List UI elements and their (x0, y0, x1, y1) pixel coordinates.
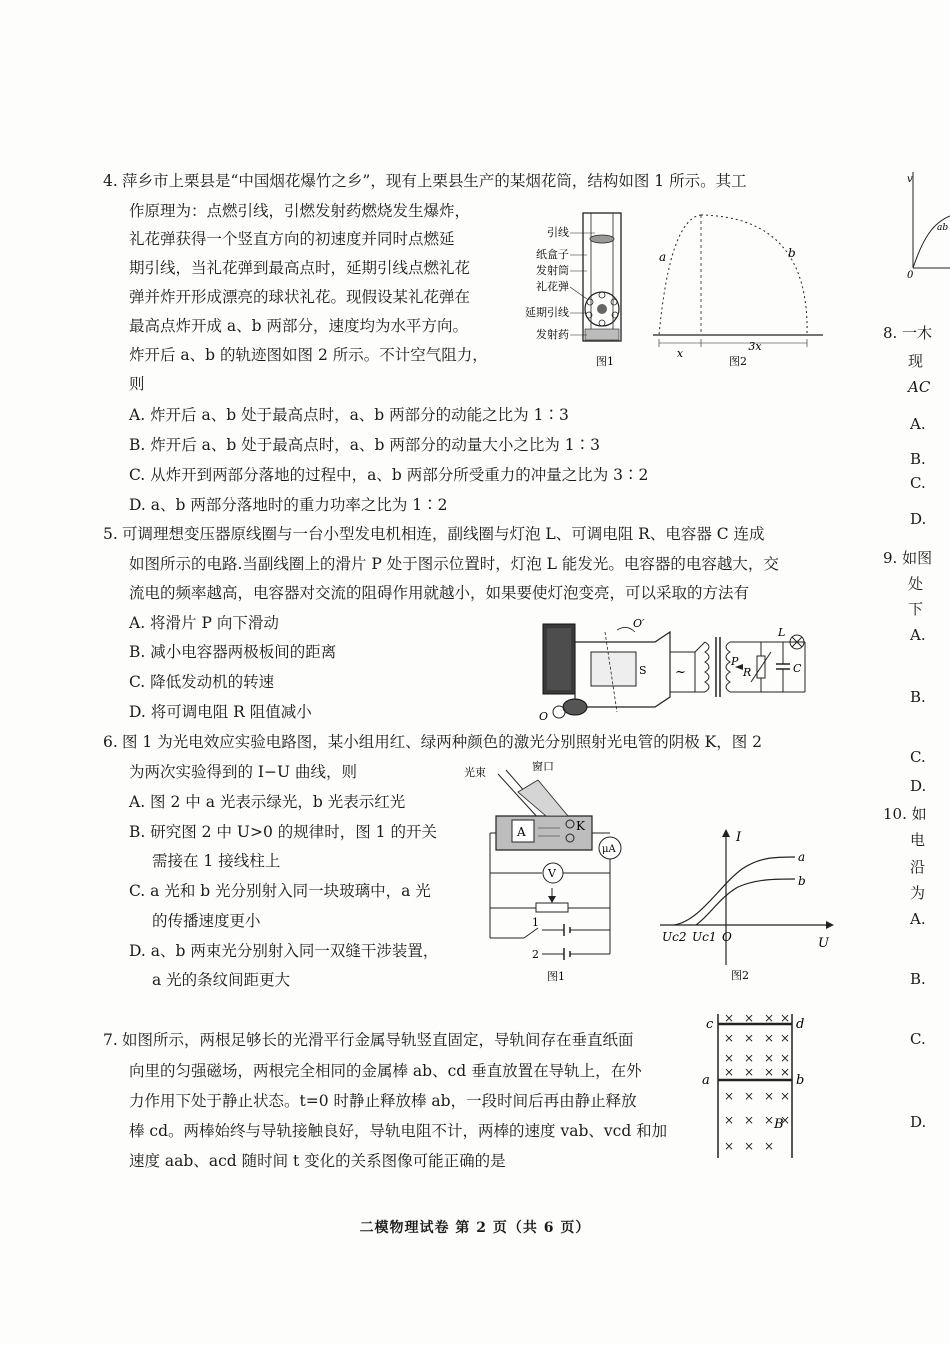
right-edge-q9-b: B. (910, 688, 926, 706)
q5-option-c: C. 降低发动机的转速 (129, 673, 275, 691)
q4-option-c: C. 从炸开到两部分落地的过程中，a、b 两部分所受重力的冲量之比为 3∶2 (129, 466, 649, 484)
right-edge-q9-c: C. (910, 748, 926, 766)
svg-text:ab: ab (937, 223, 949, 233)
q6-option-c-cont: 的传播速度更小 (152, 912, 261, 930)
q5-option-a: A. 将滑片 P 向下滑动 (129, 614, 279, 632)
q7-stem-line-4: 棒 cd。两棒始终与导轨接触良好，导轨电阻不计，两棒的速度 vab、vcd 和加 (129, 1122, 668, 1140)
svg-text:×: × (744, 1089, 755, 1103)
fig2-label-3x: 3x (748, 340, 762, 353)
q5-label-O1: O′ (633, 617, 645, 630)
q4-stem-line-5: 弹并炸开形成漂亮的球状礼花。现假设某礼花弹在 (129, 288, 471, 306)
q4-option-d: D. a、b 两部分落地时的重力功率之比为 1∶2 (129, 496, 448, 514)
q6-option-b-cont: 需接在 1 接线柱上 (152, 852, 281, 870)
right-edge-q10-line2: 电 (910, 831, 926, 849)
q4-stem-line-6: 最高点炸开成 a、b 两部分，速度均为水平方向。 (129, 317, 469, 335)
right-edge-q9-a: A. (910, 626, 926, 644)
svg-text:×: × (764, 1139, 775, 1153)
q4-option-b: B. 炸开后 a、b 处于最高点时，a、b 两部分的动量大小之比为 1∶3 (129, 436, 601, 454)
q5-label-tilde: ~ (675, 665, 686, 680)
q7-stem-line-5: 速度 aab、acd 随时间 t 变化的关系图像可能正确的是 (129, 1152, 506, 1170)
q6-option-d: D. a、b 两束光分别射入同一双缝干涉装置， (129, 942, 439, 960)
fig2-caption: 图2 (729, 355, 747, 368)
fig1-label-delay-fuse: 延期引线 (525, 306, 569, 319)
q5-stem-line-2: 如图所示的电路.当副线圈上的滑片 P 处于图示位置时，灯泡 L 能发光。电容器的电容越大，交 (129, 555, 779, 573)
svg-text:×: × (744, 1113, 755, 1127)
fig2-label-a: a (659, 250, 667, 264)
svg-text:×: × (724, 1011, 735, 1025)
q6-fig2-Uc2: Uc2 (662, 930, 687, 944)
fig1-label-tube: 发射筒 (536, 264, 569, 277)
q6-option-b: B. 研究图 2 中 U>0 的规律时，图 1 的开关 (129, 823, 437, 841)
q5-number: 5. (103, 525, 118, 543)
q7-label-B: B (774, 1117, 784, 1132)
q4-stem-line-3: 礼花弹获得一个竖直方向的初速度并同时点燃延 (129, 230, 455, 248)
q6-fig2-Uc1: Uc1 (692, 930, 717, 944)
right-edge-q9: 9. 如图 (883, 549, 933, 567)
svg-text:×: × (724, 1113, 735, 1127)
svg-text:×: × (724, 1089, 735, 1103)
q7-number: 7. (103, 1031, 118, 1049)
right-edge-q9-line3: 下 (908, 600, 924, 618)
q6-fig2-O: O (722, 930, 732, 944)
q6-fig1-two: 2 (532, 948, 539, 961)
q5-stem-line-1: 可调理想变压器原线圈与一台小型发电机相连，副线圈与灯泡 L、可调电阻 R、电容器 C 连成 (122, 525, 765, 543)
svg-text:×: × (780, 1011, 791, 1025)
svg-text:×: × (724, 1051, 735, 1065)
page-footer: 二模物理试卷 第 2 页（共 6 页） (359, 1220, 591, 1236)
fig2-label-x: x (676, 347, 684, 360)
q6-option-c: C. a 光和 b 光分别射入同一块玻璃中，a 光 (129, 882, 431, 900)
q5-label-L: L (778, 626, 786, 639)
q4-figure-2 (645, 205, 830, 370)
svg-text:×: × (780, 1089, 791, 1103)
svg-text:×: × (780, 1031, 791, 1045)
right-edge-q10-a: A. (910, 910, 926, 928)
right-edge-q9-line2: 处 (908, 575, 924, 593)
fig1-label-shell: 礼花弹 (536, 280, 569, 293)
q6-option-d-cont: a 光的条纹间距更大 (152, 971, 291, 989)
svg-text:×: × (764, 1011, 775, 1025)
q6-fig1-beam: 光束 (464, 766, 486, 779)
svg-text:×: × (780, 1065, 791, 1079)
svg-text:0: 0 (907, 270, 914, 278)
q6-fig1-K: K (576, 819, 585, 833)
q7-stem-line-1: 如图所示，两根足够长的光滑平行金属导轨竖直固定，导轨间存在垂直纸面 (122, 1031, 634, 1049)
q6-stem-line-2: 为两次实验得到的 I−U 曲线，则 (129, 763, 358, 781)
fig1-label-fuse: 引线 (547, 226, 569, 239)
q4-stem-line-1: 萍乡市上栗县是“中国烟花爆竹之乡”，现有上栗县生产的某烟花筒，结构如图 1 所示。其工 (122, 172, 747, 190)
q5-figure (535, 612, 825, 727)
right-edge-q8: 8. 一木 (883, 324, 933, 342)
right-edge-q10-c: C. (910, 1030, 926, 1048)
q6-fig2-caption: 图2 (731, 969, 749, 982)
q7-label-a: a (702, 1073, 710, 1088)
right-edge-q10-line4: 为 (910, 884, 926, 902)
q6-figure-1 (460, 758, 640, 988)
svg-text:×: × (724, 1031, 735, 1045)
fig1-label-propellant: 发射药 (536, 328, 569, 341)
right-edge-graph (905, 168, 950, 278)
q4-stem-line-2: 作原理为：点燃引线，引燃发射药燃烧发生爆炸， (129, 202, 471, 220)
q6-fig1-window: 窗口 (532, 760, 554, 773)
q6-fig1-caption: 图1 (547, 970, 565, 983)
right-edge-q10-line3: 沿 (910, 858, 926, 876)
svg-text:×: × (780, 1113, 791, 1127)
svg-text:×: × (744, 1065, 755, 1079)
right-edge-q8-a: A. (910, 415, 926, 433)
q6-fig1-uA: μA (602, 844, 616, 855)
q5-label-P: P (731, 655, 739, 668)
right-edge-q8-d: D. (910, 510, 927, 528)
q4-stem-line-7: 炸开后 a、b 的轨迹图如图 2 所示。不计空气阻力， (129, 346, 488, 364)
q6-fig1-V: V (548, 867, 556, 880)
q6-fig2-I: I (736, 830, 742, 845)
q6-option-a: A. 图 2 中 a 光表示绿光，b 光表示红光 (129, 793, 406, 811)
svg-text:×: × (744, 1051, 755, 1065)
q7-stem-line-2: 向里的匀强磁场，两根完全相同的金属棒 ab、cd 垂直放置在导轨上，在外 (129, 1062, 642, 1080)
q6-fig1-A: A (517, 825, 526, 839)
q4-stem-line-4: 期引线，当礼花弹到最高点时，延期引线点燃礼花 (129, 259, 471, 277)
fig1-caption: 图1 (596, 355, 614, 368)
right-edge-q10-d: D. (910, 1113, 927, 1131)
right-edge-q10: 10. 如 (883, 805, 927, 823)
q5-stem-line-3: 流电的频率越高，电容器对交流的阻碍作用就越小，如果要使灯泡变亮，可以采取的方法有 (129, 584, 750, 602)
q7-label-b: b (796, 1073, 805, 1088)
q5-label-S: S (639, 664, 647, 677)
svg-text:×: × (724, 1139, 735, 1153)
svg-text:×: × (764, 1051, 775, 1065)
svg-text:×: × (764, 1113, 775, 1127)
q6-fig2-U: U (818, 936, 829, 951)
q6-figure-2 (650, 825, 835, 985)
right-edge-q10-b: B. (910, 970, 926, 988)
svg-text:×: × (744, 1011, 755, 1025)
svg-text:v: v (907, 174, 913, 185)
q6-stem-line-1: 图 1 为光电效应实验电路图，某小组用红、绿两种颜色的激光分别照射光电管的阴极 K，图 2 (122, 733, 763, 751)
q6-number: 6. (103, 733, 118, 751)
q6-fig2-b: b (798, 874, 806, 888)
svg-text:×: × (780, 1051, 791, 1065)
q7-figure (700, 1010, 820, 1160)
svg-text:×: × (724, 1065, 735, 1079)
fig2-label-b: b (788, 246, 796, 260)
q5-label-C: C (793, 662, 802, 675)
q6-fig1-one: 1 (532, 916, 539, 929)
svg-text:×: × (764, 1031, 775, 1045)
right-edge-q8-c: C. (910, 474, 926, 492)
q5-option-d: D. 将可调电阻 R 阻值减小 (129, 703, 312, 721)
q4-number: 4. (103, 172, 118, 190)
right-edge-q8-b: B. (910, 450, 926, 468)
svg-text:×: × (764, 1089, 775, 1103)
right-edge-q9-d: D. (910, 777, 927, 795)
q5-label-R: R (743, 666, 752, 679)
svg-text:×: × (744, 1031, 755, 1045)
q7-stem-line-3: 力作用下处于静止状态。t=0 时静止释放棒 ab，一段时间后再由静止释放 (129, 1092, 637, 1110)
q7-label-d: d (796, 1017, 805, 1032)
q4-figure-1 (515, 205, 635, 370)
right-edge-q8-line2: 现 (908, 352, 924, 370)
right-edge-q8-line3: AC (908, 378, 931, 396)
q5-label-O: O (539, 710, 549, 723)
svg-text:×: × (744, 1139, 755, 1153)
svg-text:×: × (764, 1065, 775, 1079)
q4-stem-line-8: 则 (129, 375, 145, 393)
q6-fig2-a: a (798, 850, 806, 864)
q5-option-b: B. 减小电容器两极板间的距离 (129, 643, 337, 661)
q7-label-c: c (706, 1017, 714, 1032)
q4-option-a: A. 炸开后 a、b 处于最高点时，a、b 两部分的动能之比为 1∶3 (129, 406, 569, 424)
fig1-label-paper-box: 纸盒子 (536, 248, 569, 261)
